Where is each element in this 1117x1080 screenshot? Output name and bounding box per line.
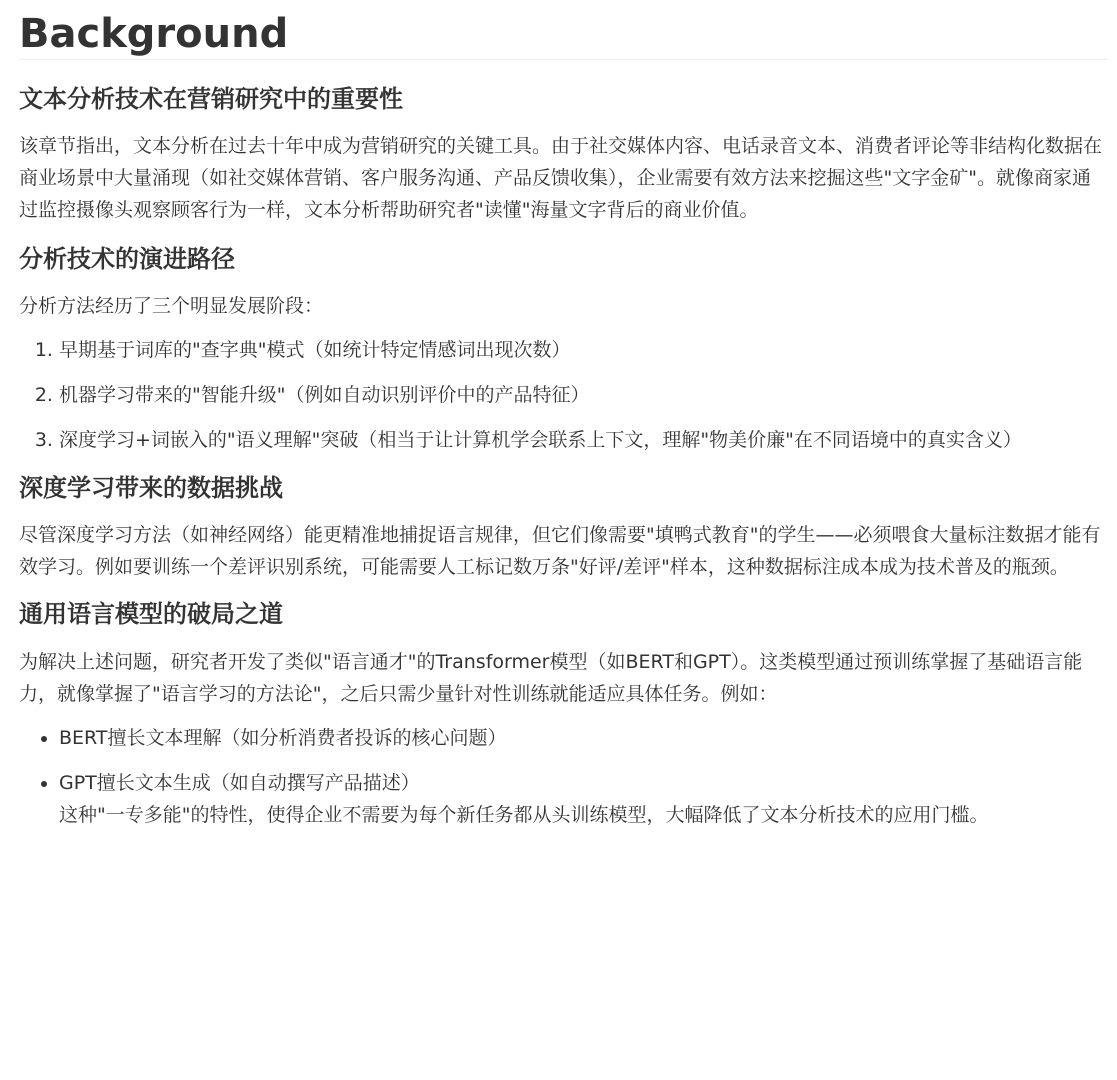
closing-paragraph: 这种"一专多能"的特性，使得企业不需要为每个新任务都从头训练模型，大幅降低了文本分析技术的应用门槛。: [59, 804, 989, 826]
list-item: • BERT擅长文本理解（如分析消费者投诉的核心问题）: [59, 722, 1108, 754]
list-item: 3. 深度学习+词嵌入的"语义理解"突破（相当于让计算机学会联系上下文，理解"物美价廉"在不同语境中的真实含义）: [59, 424, 1108, 456]
list-item: 2. 机器学习带来的"智能升级"（例如自动识别评价中的产品特征）: [59, 379, 1108, 411]
page-title: Background: [19, 10, 1108, 60]
model-list: [19, 722, 1108, 831]
list-item: 1. 早期基于词库的"查字典"模式（如统计特定情感词出现次数）: [59, 334, 1108, 366]
section-paragraph-challenge: 尽管深度学习方法（如神经网络）能更精准地捕捉语言规律，但它们像需要"填鸭式教育"的学生——必须喂食大量标注数据才能有效学习。例如要训练一个差评识别系统，可能需要人工标记数万条"好评/差评"样本，这种数据标注成本成为技术普及的瓶颈。: [19, 524, 1101, 578]
section-heading-challenge: 深度学习带来的数据挑战: [19, 474, 283, 502]
section-paragraph-breakthrough: 为解决上述问题，研究者开发了类似"语言通才"的Transformer模型（如BERT和GPT）。这类模型通过预训练掌握了基础语言能力，就像掌握了"语言学习的方法论"，之后只需少量针对性训练就能适应具体任务。例如：: [19, 651, 1083, 705]
section-heading-evolution: 分析技术的演进路径: [19, 245, 235, 273]
list-item-text: GPT擅长文本生成（如自动撰写产品描述）: [59, 772, 420, 794]
evolution-stage-list: [19, 334, 1108, 456]
section-heading-importance: 文本分析技术在营销研究中的重要性: [19, 85, 403, 113]
section-paragraph-evolution: 分析方法经历了三个明显发展阶段：: [19, 295, 324, 317]
section-heading-breakthrough: 通用语言模型的破局之道: [19, 600, 283, 628]
section-paragraph-importance: 该章节指出，文本分析在过去十年中成为营销研究的关键工具。由于社交媒体内容、电话录音文本、消费者评论等非结构化数据在商业场景中大量涌现（如社交媒体营销、客户服务沟通、产品反馈收集），企业需要有效方法来挖掘这些"文字金矿"。就像商家通过监控摄像头观察顾客行为一样，文本分析帮助研究者"读懂"海量文字背后的商业价值。: [19, 135, 1103, 221]
list-item: [59, 767, 1108, 831]
